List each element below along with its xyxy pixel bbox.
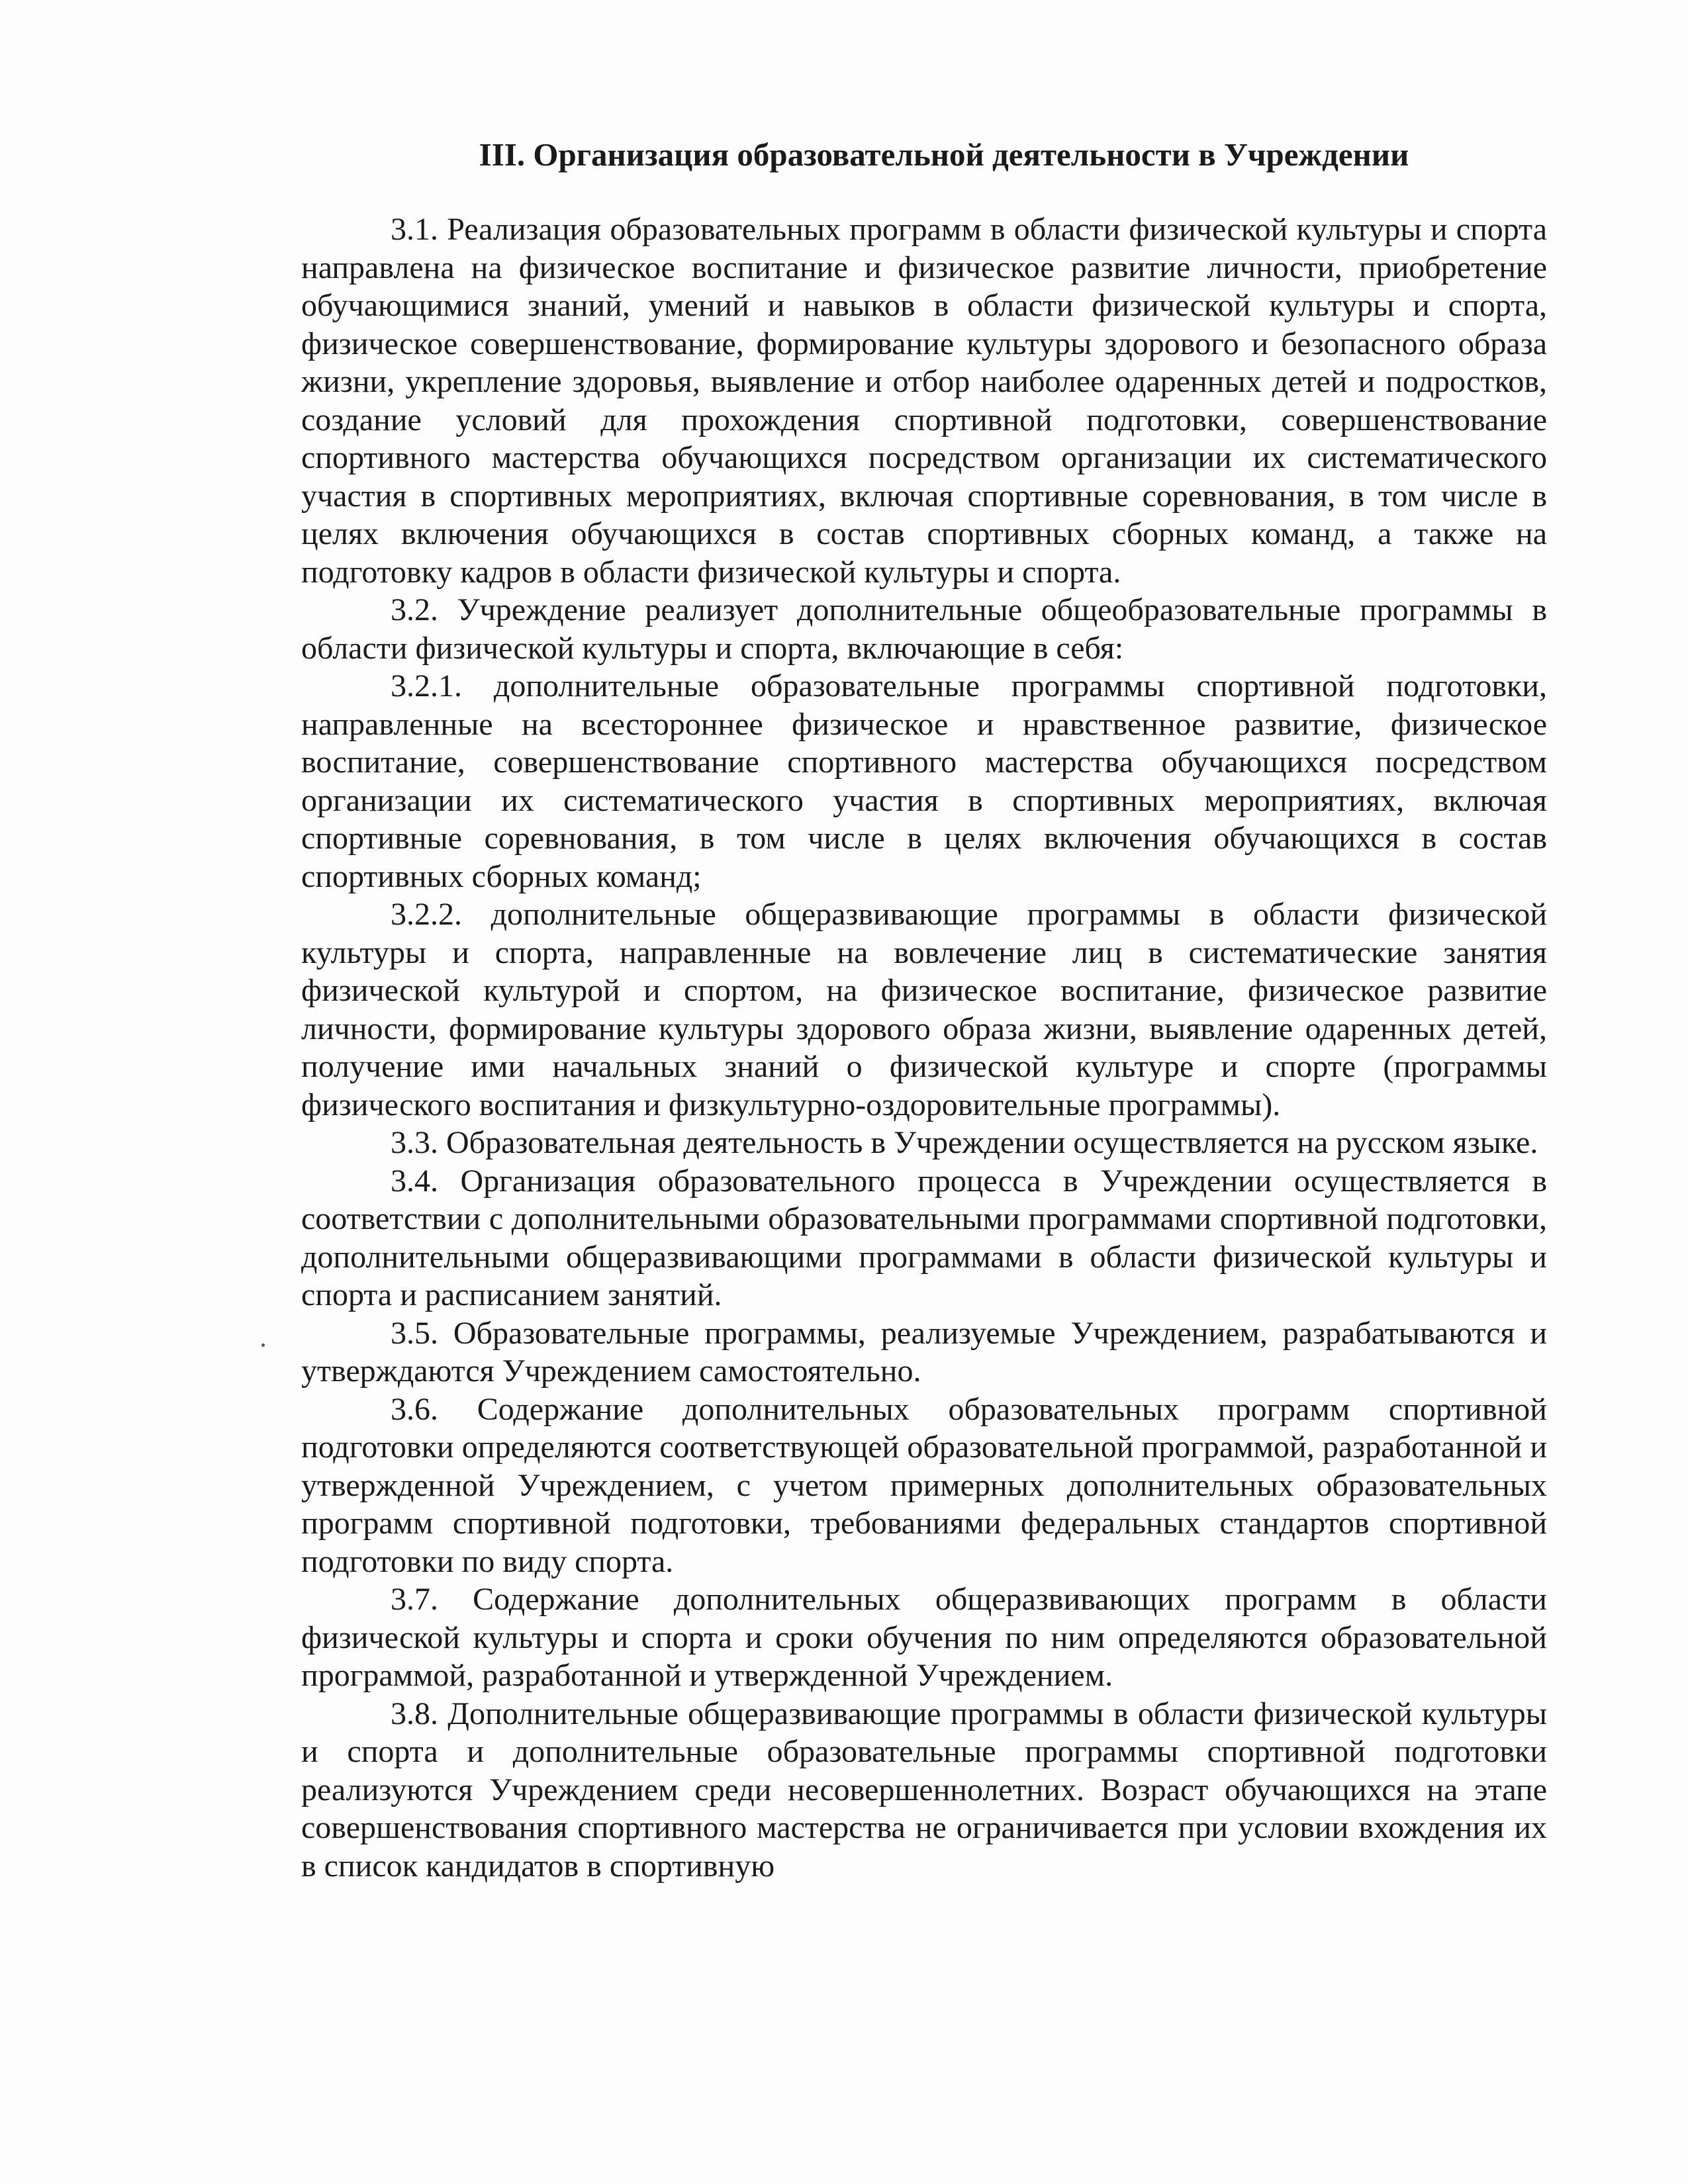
paragraph-3-1: 3.1. Реализация образовательных программ в области физической культуры и спорта направлена на физическое воспитание и физическое развитие личности, приобретение обучающимися знаний, умений и навыков в области физической культуры и спорта, физическое совершенствование, формирование культуры здорового и безопасного образа жизни, укрепление здоровья, выявление и отбор наиболее одаренных детей и подростков, создание условий для прохождения спортивной подготовки, совершенствование спортивного мастерства обучающихся посредством организации их систематического участия в спортивных мероприятиях, включая спортивные соревнования, в том числе в целях включения обучающихся в состав спортивных сборных команд, а также на подготовку кадров в области физической культуры и спорта.	[301, 212, 1547, 590]
section-heading: III. Организация образовательной деятельности в Учреждении	[479, 136, 1409, 173]
paragraph-3-3: 3.3. Образовательная деятельность в Учреждении осуществляется на русском языке.	[391, 1125, 1538, 1160]
paragraph-3-4: 3.4. Организация образовательного процесса в Учреждении осуществляется в соответствии с дополнительными образовательными программами спортивной подготовки, дополнительными общеразвивающими программами в области физической культуры и спорта и расписанием занятий.	[301, 1163, 1547, 1312]
paragraph-3-5: 3.5. Образовательные программы, реализуемые Учреждением, разрабатываются и утверждаются Учреждением самостоятельно.	[301, 1315, 1547, 1388]
paragraph-3-7: 3.7. Содержание дополнительных общеразвивающих программ в области физической культуры и спорта и сроки обучения по ним определяются образовательной программой, разработанной и утвержденной Учреждением.	[301, 1582, 1547, 1693]
paragraph-3-2: 3.2. Учреждение реализует дополнительные общеобразовательные программы в области физической культуры и спорта, включающие в себя:	[301, 592, 1547, 666]
paragraph-3-2-2: 3.2.2. дополнительные общеразвивающие программы в области физической культуры и спорта, направленные на вовлечение лиц в систематические занятия физической культурой и спортом, на физическое воспитание, физическое развитие личности, формирование культуры здорового образа жизни, выявление одаренных детей, получение ими начальных знаний о физической культуре и спорте (программы физического воспитания и физкультурно-оздоровительные программы).	[301, 897, 1547, 1122]
paragraph-3-2-1: 3.2.1. дополнительные образовательные программы спортивной подготовки, направленные на всестороннее физическое и нравственное развитие, физическое воспитание, совершенствование спортивного мастерства обучающихся посредством организации их систематического участия в спортивных мероприятиях, включая спортивные соревнования, в том числе в целях включения обучающихся в состав спортивных сборных команд;	[301, 668, 1547, 894]
document-body	[301, 136, 1547, 1885]
paragraph-3-8: 3.8. Дополнительные общеразвивающие программы в области физической культуры и спорта и дополнительные образовательные программы спортивной подготовки реализуются Учреждением среди несовершеннолетних. Возраст обучающихся на этапе совершенствования спортивного мастерства не ограничивается при условии вхождения их в список кандидатов в спортивную	[301, 1696, 1547, 1884]
paragraph-3-6: 3.6. Содержание дополнительных образовательных программ спортивной подготовки определяются соответствующей образовательной программой, разработанной и утвержденной Учреждением, с учетом примерных дополнительных образовательных программ спортивной подготовки, требованиями федеральных стандартов спортивной подготовки по виду спорта.	[301, 1391, 1547, 1579]
scan-speck	[261, 1343, 265, 1347]
